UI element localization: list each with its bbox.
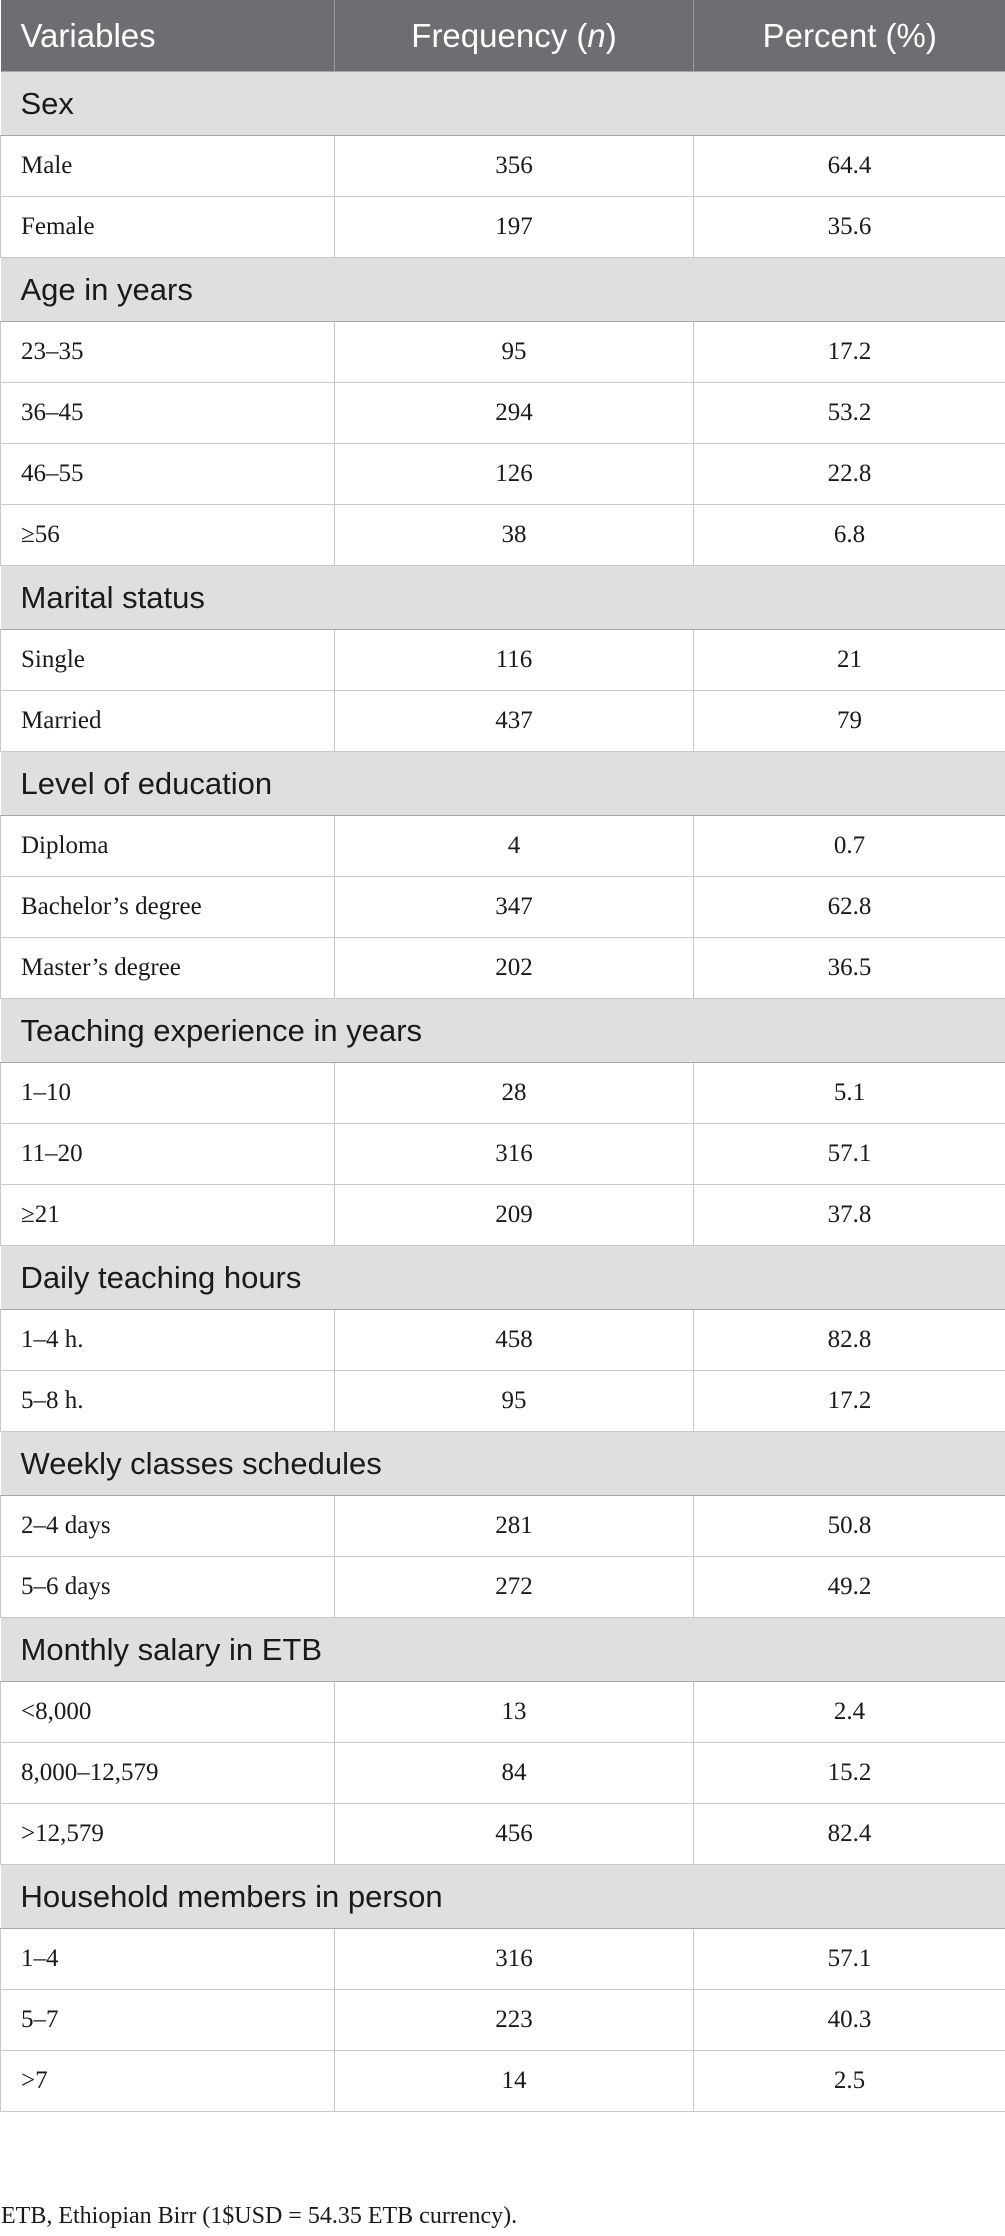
percent-cell: 49.2 xyxy=(694,1557,1005,1618)
header-frequency-close: ) xyxy=(605,16,617,54)
frequency-cell: 272 xyxy=(335,1557,694,1618)
header-row xyxy=(1,0,1005,72)
variable-cell: Female xyxy=(1,197,335,258)
frequency-cell: 95 xyxy=(335,322,694,383)
percent-cell: 17.2 xyxy=(694,322,1005,383)
percent-cell: 21 xyxy=(694,630,1005,691)
variable-cell: 23–35 xyxy=(1,322,335,383)
frequency-cell: 14 xyxy=(335,2051,694,2112)
section-title: Age in years xyxy=(1,258,1005,322)
section-title: Level of education xyxy=(1,752,1005,816)
section-title: Daily teaching hours xyxy=(1,1246,1005,1310)
frequency-cell: 347 xyxy=(335,877,694,938)
variable-cell: 5–7 xyxy=(1,1990,335,2051)
table-row xyxy=(1,1124,1005,1185)
variable-cell: Master’s degree xyxy=(1,938,335,999)
frequency-cell: 209 xyxy=(335,1185,694,1246)
variable-cell: Single xyxy=(1,630,335,691)
percent-cell: 35.6 xyxy=(694,197,1005,258)
frequency-cell: 13 xyxy=(335,1682,694,1743)
frequency-cell: 4 xyxy=(335,816,694,877)
percent-cell: 2.5 xyxy=(694,2051,1005,2112)
frequency-cell: 116 xyxy=(335,630,694,691)
variable-cell: Married xyxy=(1,691,335,752)
table-row xyxy=(1,1371,1005,1432)
variable-cell: 8,000–12,579 xyxy=(1,1743,335,1804)
frequency-cell: 126 xyxy=(335,444,694,505)
header-frequency xyxy=(335,0,694,72)
variable-cell: 36–45 xyxy=(1,383,335,444)
frequency-cell: 28 xyxy=(335,1063,694,1124)
table-row xyxy=(1,1990,1005,2051)
section-header-row xyxy=(1,752,1005,816)
section-header-row xyxy=(1,72,1005,136)
table-row xyxy=(1,1557,1005,1618)
variable-cell: 1–4 h. xyxy=(1,1310,335,1371)
percent-cell: 50.8 xyxy=(694,1496,1005,1557)
section-header-row xyxy=(1,566,1005,630)
percent-cell: 6.8 xyxy=(694,505,1005,566)
frequency-cell: 316 xyxy=(335,1124,694,1185)
variable-cell: ≥56 xyxy=(1,505,335,566)
variable-cell: 2–4 days xyxy=(1,1496,335,1557)
table-row xyxy=(1,136,1005,197)
section-header-row xyxy=(1,258,1005,322)
variable-cell: ≥21 xyxy=(1,1185,335,1246)
percent-cell: 57.1 xyxy=(694,1124,1005,1185)
section-title: Marital status xyxy=(1,566,1005,630)
frequency-cell: 294 xyxy=(335,383,694,444)
percent-cell: 0.7 xyxy=(694,816,1005,877)
percent-cell: 15.2 xyxy=(694,1743,1005,1804)
table-row xyxy=(1,1804,1005,1865)
table-row xyxy=(1,1185,1005,1246)
percent-cell: 64.4 xyxy=(694,136,1005,197)
table-row xyxy=(1,630,1005,691)
frequency-cell: 84 xyxy=(335,1743,694,1804)
variable-cell: 5–8 h. xyxy=(1,1371,335,1432)
variable-cell: 11–20 xyxy=(1,1124,335,1185)
table-row xyxy=(1,691,1005,752)
table-row xyxy=(1,1310,1005,1371)
variable-cell: <8,000 xyxy=(1,1682,335,1743)
section-header-row xyxy=(1,1865,1005,1929)
percent-cell: 57.1 xyxy=(694,1929,1005,1990)
percent-cell: 37.8 xyxy=(694,1185,1005,1246)
variable-cell: 1–4 xyxy=(1,1929,335,1990)
table-row xyxy=(1,877,1005,938)
frequency-cell: 437 xyxy=(335,691,694,752)
table-footnote: ETB, Ethiopian Birr (1$USD = 54.35 ETB currency). xyxy=(1,2203,518,2229)
section-title: Household members in person xyxy=(1,1865,1005,1929)
frequency-cell: 197 xyxy=(335,197,694,258)
percent-cell: 79 xyxy=(694,691,1005,752)
percent-cell: 53.2 xyxy=(694,383,1005,444)
header-variables: Variables xyxy=(1,0,335,72)
section-header-row xyxy=(1,999,1005,1063)
header-frequency-text: Frequency ( xyxy=(411,16,588,54)
percent-cell: 22.8 xyxy=(694,444,1005,505)
frequency-cell: 458 xyxy=(335,1310,694,1371)
table-row xyxy=(1,1929,1005,1990)
table-row xyxy=(1,1743,1005,1804)
table-row xyxy=(1,383,1005,444)
percent-cell: 40.3 xyxy=(694,1990,1005,2051)
percent-cell: 82.4 xyxy=(694,1804,1005,1865)
frequency-cell: 223 xyxy=(335,1990,694,2051)
percent-cell: 2.4 xyxy=(694,1682,1005,1743)
variable-cell: 5–6 days xyxy=(1,1557,335,1618)
section-title: Weekly classes schedules xyxy=(1,1432,1005,1496)
variable-cell: 1–10 xyxy=(1,1063,335,1124)
table-row xyxy=(1,1496,1005,1557)
variable-cell: 46–55 xyxy=(1,444,335,505)
percent-cell: 62.8 xyxy=(694,877,1005,938)
variable-cell: Diploma xyxy=(1,816,335,877)
table-row xyxy=(1,816,1005,877)
variable-cell: >12,579 xyxy=(1,1804,335,1865)
header-frequency-n: n xyxy=(587,16,606,54)
table-row xyxy=(1,938,1005,999)
section-title: Teaching experience in years xyxy=(1,999,1005,1063)
section-title: Monthly salary in ETB xyxy=(1,1618,1005,1682)
percent-cell: 17.2 xyxy=(694,1371,1005,1432)
percent-cell: 5.1 xyxy=(694,1063,1005,1124)
frequency-cell: 95 xyxy=(335,1371,694,1432)
percent-cell: 36.5 xyxy=(694,938,1005,999)
table-row xyxy=(1,1682,1005,1743)
frequency-cell: 202 xyxy=(335,938,694,999)
variable-cell: Male xyxy=(1,136,335,197)
table-row xyxy=(1,2051,1005,2112)
frequency-cell: 316 xyxy=(335,1929,694,1990)
frequency-cell: 456 xyxy=(335,1804,694,1865)
frequency-cell: 281 xyxy=(335,1496,694,1557)
frequency-cell: 356 xyxy=(335,136,694,197)
table-row xyxy=(1,505,1005,566)
table-row xyxy=(1,322,1005,383)
table-header xyxy=(1,0,1005,72)
table-row xyxy=(1,1063,1005,1124)
section-header-row xyxy=(1,1246,1005,1310)
section-title: Sex xyxy=(1,72,1005,136)
table-body xyxy=(1,72,1005,2112)
table-row xyxy=(1,444,1005,505)
frequency-cell: 38 xyxy=(335,505,694,566)
section-header-row xyxy=(1,1432,1005,1496)
table-row xyxy=(1,197,1005,258)
percent-cell: 82.8 xyxy=(694,1310,1005,1371)
variable-cell: >7 xyxy=(1,2051,335,2112)
variable-cell: Bachelor’s degree xyxy=(1,877,335,938)
header-percent: Percent (%) xyxy=(694,0,1005,72)
section-header-row xyxy=(1,1618,1005,1682)
